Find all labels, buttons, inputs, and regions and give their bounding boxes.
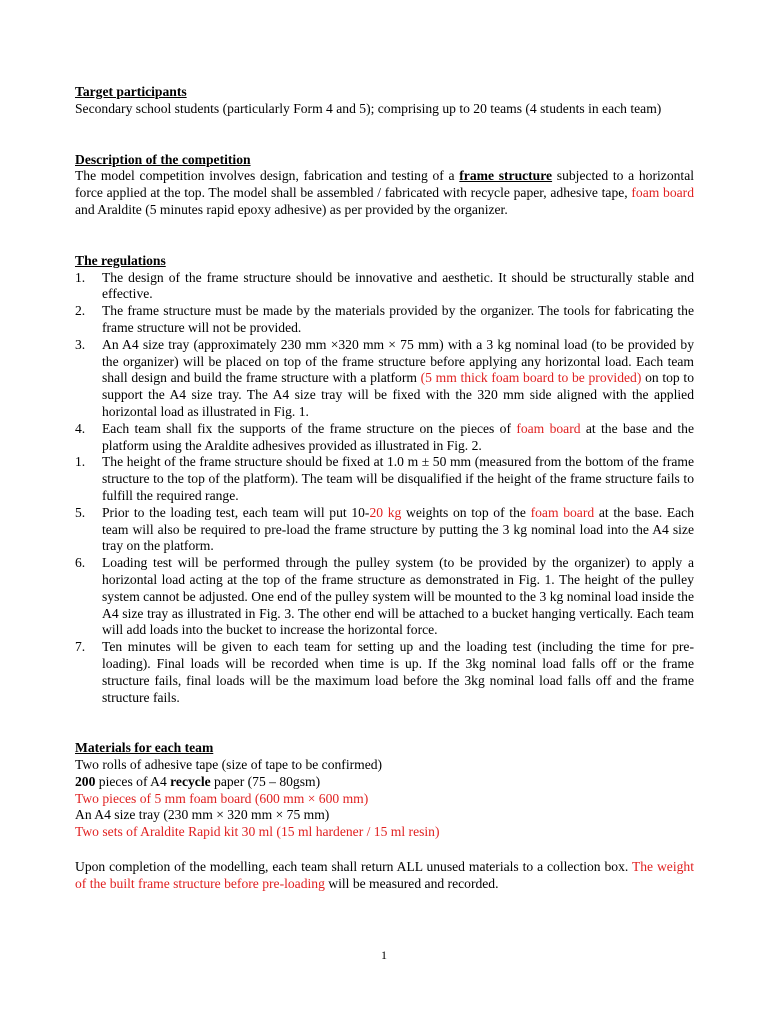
materials-line: Two rolls of adhesive tape (size of tape to be confirmed) [75, 757, 383, 773]
frame-structure-term: frame structure [459, 168, 553, 184]
regulation-item: 3. An A4 size tray (approximately 230 mm ×320 mm × 75 mm) with a 3 kg nominal load (to be provided by the organizer) will be placed on top of the frame structure before applying any horizontal load. Each team shall design and build the frame structure with a platform (5 mm thick foam board to be provided) on top to support the A4 size tray. The A4 size tray will be fixed with the 320 mm side aligned with the applied horizontal load as illustrated in Fig. 1. [75, 336, 695, 419]
materials-line: An A4 size tray (230 mm × 320 mm × 75 mm) [75, 807, 330, 823]
regulation-item: 1. The design of the frame structure should be innovative and aesthetic. It should be structurally stable and effective. [75, 269, 694, 302]
closing-paragraph: Upon completion of the modelling, each team shall return ALL unused materials to a collection box. The weight of the built frame structure before pre-loading will be measured and recorded. [75, 859, 694, 891]
description-heading: Description of the competition [75, 151, 251, 167]
regulation-item: 6. Loading test will be performed through the pulley system (to be provided by the organizer) to apply a horizontal load acting at the top of the frame structure as demonstrated in Fig. 1. The height of the pulley system cannot be adjusted. One end of the pulley system will be mounted to the 3 kg nominal load inside the A4 size tray as illustrated in Fig. 3. The other end will be attached to a bucket hanging vertically. Each team will add loads into the bucket to increase the horizontal force. [75, 555, 694, 638]
materials-line: Two pieces of 5 mm foam board (600 mm × 600 mm) [75, 790, 369, 806]
document-page [75, 84, 694, 893]
materials-line: Two sets of Araldite Rapid kit 30 ml (15 ml hardener / 15 ml resin) [75, 824, 440, 840]
weight-note: The weight of the built frame structure before pre-loading [75, 859, 694, 891]
materials-heading: Materials for each team [75, 740, 214, 756]
regulation-item: 7. Ten minutes will be given to each team for setting up and the loading test (including the time for pre-loading). Final loads will be recorded when time is up. If the 3kg nominal load falls off or the frame structure fails, final loads will be the maximum load before the 3kg nominal load falls off and the frame structure fails. [75, 639, 694, 705]
regulations-heading: The regulations [75, 252, 166, 268]
regulation-item: 1. The height of the frame structure should be fixed at 1.0 m ± 50 mm (measured from the bottom of the frame structure to the top of the platform). The team will be disqualified if the height of the frame structure fails to fulfill the required range. [75, 454, 694, 503]
page-number: 1 [381, 948, 387, 962]
regulation-item: 5. Prior to the loading test, each team will put 10-20 kg weights on top of the foam board at the base. Each team will also be required to pre-load the frame structure by putting the 3 kg nominal load into the A4 size tray on the platform. [75, 504, 695, 554]
target-heading: Target participants [75, 84, 187, 99]
description-paragraph: The model competition involves design, fabrication and testing of a frame structure subjected to a horizontal force applied at the top. The model shall be assembled / fabricated with recycle paper, adhesive tape, foam board and Araldite (5 minutes rapid epoxy adhesive) as per provided by the organizer. [75, 168, 695, 217]
regulation-item: 2. The frame structure must be made by the materials provided by the organizer. The tools for fabricating the frame structure will not be provided. [75, 303, 694, 335]
regulations-list [75, 270, 694, 707]
materials-line: 200 pieces of A4 recycle paper (75 – 80gsm) [75, 773, 321, 789]
foam-board-term: foam board [631, 185, 695, 201]
regulation-item: 4. Each team shall fix the supports of the frame structure on the pieces of foam board at the base and the platform using the Araldite adhesives provided as illustrated in Fig. 2. [75, 420, 694, 453]
target-text: Secondary school students (particularly Form 4 and 5); comprising up to 20 teams (4 students in each team) [75, 100, 662, 116]
